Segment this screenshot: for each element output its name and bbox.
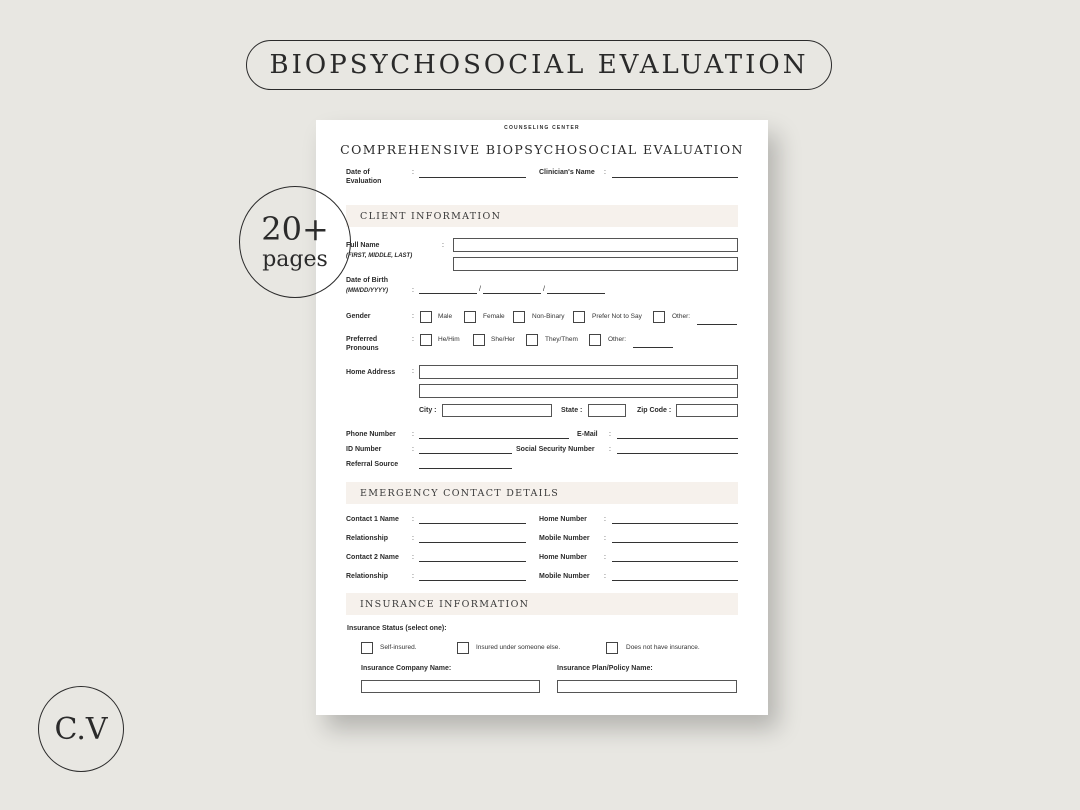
insurance-information-header bbox=[346, 593, 738, 615]
section-heading: INSURANCE INFORMATION bbox=[360, 599, 530, 610]
referral-source-field[interactable] bbox=[419, 468, 512, 469]
section-heading: EMERGENCY CONTACT DETAILS bbox=[360, 488, 560, 499]
dob-month-field[interactable] bbox=[419, 293, 477, 294]
relationship-label: Relationship bbox=[346, 535, 389, 542]
date-of-evaluation-field[interactable] bbox=[419, 177, 526, 178]
pronoun-they-checkbox[interactable] bbox=[526, 334, 538, 346]
gender-option-label: Male bbox=[438, 313, 453, 320]
home-address-label: Home Address bbox=[346, 369, 396, 376]
colon: : bbox=[412, 368, 414, 375]
gender-nonbinary-checkbox[interactable] bbox=[513, 311, 525, 323]
insurance-plan-input[interactable] bbox=[557, 680, 737, 693]
email-label: E-Mail bbox=[577, 431, 598, 438]
colon: : bbox=[604, 554, 606, 561]
colon: : bbox=[412, 287, 414, 294]
colon: : bbox=[609, 431, 611, 438]
colon: : bbox=[604, 169, 606, 176]
colon: : bbox=[412, 313, 414, 320]
contact-1-name-label: Contact 1 Name bbox=[346, 516, 399, 523]
colon: : bbox=[412, 554, 414, 561]
gender-prefer-not-checkbox[interactable] bbox=[573, 311, 585, 323]
insurance-option-label: Self-insured. bbox=[380, 644, 417, 651]
pronouns-label: Preferred Pronouns bbox=[346, 336, 379, 352]
city-input[interactable] bbox=[442, 404, 552, 417]
contact-2-mobile-number-field[interactable] bbox=[612, 580, 738, 581]
dob-day-field[interactable] bbox=[483, 293, 541, 294]
pronoun-other-checkbox[interactable] bbox=[589, 334, 601, 346]
colon: : bbox=[604, 573, 606, 580]
client-information-header bbox=[346, 205, 738, 227]
relationship-label: Relationship bbox=[346, 573, 389, 580]
slash: / bbox=[543, 286, 545, 293]
phone-number-label: Phone Number bbox=[346, 431, 396, 438]
referral-source-label: Referral Source bbox=[346, 461, 399, 468]
contact-1-relationship-field[interactable] bbox=[419, 542, 526, 543]
organization-name: COUNSELING CENTER bbox=[504, 125, 580, 131]
gender-other-checkbox[interactable] bbox=[653, 311, 665, 323]
clinician-name-label: Clinician's Name bbox=[539, 169, 595, 176]
insurance-option-label: Does not have insurance. bbox=[626, 644, 700, 651]
colon: : bbox=[442, 242, 444, 249]
gender-other-field[interactable] bbox=[697, 324, 737, 325]
id-number-field[interactable] bbox=[419, 453, 512, 454]
no-insurance-checkbox[interactable] bbox=[606, 642, 618, 654]
pronoun-option-label: They/Them bbox=[545, 336, 578, 343]
brand-logo: C.V bbox=[38, 686, 124, 772]
full-name-sublabel: (FIRST, MIDDLE, LAST) bbox=[346, 253, 413, 259]
full-name-input-2[interactable] bbox=[453, 257, 738, 271]
mobile-number-label: Mobile Number bbox=[539, 573, 590, 580]
colon: : bbox=[604, 516, 606, 523]
contact-1-name-field[interactable] bbox=[419, 523, 526, 524]
contact-2-relationship-field[interactable] bbox=[419, 580, 526, 581]
full-name-input-1[interactable] bbox=[453, 238, 738, 252]
colon: : bbox=[412, 169, 414, 176]
gender-male-checkbox[interactable] bbox=[420, 311, 432, 323]
insurance-company-label: Insurance Company Name: bbox=[361, 665, 452, 672]
colon: : bbox=[412, 431, 414, 438]
gender-option-label: Other: bbox=[672, 313, 691, 320]
home-address-input-2[interactable] bbox=[419, 384, 738, 398]
form-title: COMPREHENSIVE BIOPSYCHOSOCIAL EVALUATION bbox=[340, 142, 744, 157]
colon: : bbox=[412, 336, 414, 343]
self-insured-checkbox[interactable] bbox=[361, 642, 373, 654]
date-of-evaluation-label: Date of Evaluation bbox=[346, 169, 382, 185]
colon: : bbox=[412, 516, 414, 523]
mobile-number-label: Mobile Number bbox=[539, 535, 590, 542]
insurance-option-label: Insured under someone else. bbox=[476, 644, 561, 651]
contact-2-name-field[interactable] bbox=[419, 561, 526, 562]
colon: : bbox=[412, 535, 414, 542]
gender-option-label: Prefer Not to Say bbox=[592, 313, 642, 320]
pronoun-option-label: He/Him bbox=[438, 336, 460, 343]
gender-female-checkbox[interactable] bbox=[464, 311, 476, 323]
date-of-birth-sublabel: (MM/DD/YYYY) bbox=[346, 288, 388, 294]
home-number-label: Home Number bbox=[539, 554, 587, 561]
pronoun-she-checkbox[interactable] bbox=[473, 334, 485, 346]
pronoun-option-label: Other: bbox=[608, 336, 627, 343]
id-number-label: ID Number bbox=[346, 446, 382, 453]
insured-under-someone-checkbox[interactable] bbox=[457, 642, 469, 654]
section-heading: CLIENT INFORMATION bbox=[360, 211, 502, 222]
colon: : bbox=[412, 446, 414, 453]
gender-option-label: Female bbox=[483, 313, 505, 320]
pronoun-option-label: She/Her bbox=[491, 336, 515, 343]
zip-code-input[interactable] bbox=[676, 404, 738, 417]
page-count: 20+ bbox=[261, 210, 329, 248]
pronoun-other-field[interactable] bbox=[633, 347, 673, 348]
gender-option-label: Non-Binary bbox=[532, 313, 565, 320]
home-address-input-1[interactable] bbox=[419, 365, 738, 379]
phone-number-field[interactable] bbox=[419, 438, 569, 439]
gender-label: Gender bbox=[346, 313, 371, 320]
contact-1-home-number-field[interactable] bbox=[612, 523, 738, 524]
zip-code-label: Zip Code : bbox=[637, 407, 672, 414]
contact-1-mobile-number-field[interactable] bbox=[612, 542, 738, 543]
city-label: City : bbox=[419, 407, 437, 414]
email-field[interactable] bbox=[617, 438, 738, 439]
dob-year-field[interactable] bbox=[547, 293, 605, 294]
banner-title: BIOPSYCHOSOCIAL EVALUATION bbox=[246, 40, 832, 90]
colon: : bbox=[609, 446, 611, 453]
page-count-badge bbox=[239, 186, 351, 298]
insurance-plan-label: Insurance Plan/Policy Name: bbox=[557, 665, 653, 672]
date-of-birth-label: Date of Birth bbox=[346, 277, 388, 284]
slash: / bbox=[479, 286, 481, 293]
insurance-status-label: Insurance Status (select one): bbox=[347, 625, 447, 632]
page-count-label: pages bbox=[262, 247, 328, 272]
state-input[interactable] bbox=[588, 404, 626, 417]
emergency-contact-header bbox=[346, 482, 738, 504]
ssn-label: Social Security Number bbox=[516, 446, 595, 453]
form-sheet bbox=[316, 120, 768, 715]
home-number-label: Home Number bbox=[539, 516, 587, 523]
state-label: State : bbox=[561, 407, 583, 414]
contact-2-home-number-field[interactable] bbox=[612, 561, 738, 562]
clinician-name-field[interactable] bbox=[612, 177, 738, 178]
pronoun-he-checkbox[interactable] bbox=[420, 334, 432, 346]
colon: : bbox=[412, 573, 414, 580]
ssn-field[interactable] bbox=[617, 453, 738, 454]
full-name-label: Full Name bbox=[346, 242, 380, 249]
insurance-company-input[interactable] bbox=[361, 680, 540, 693]
colon: : bbox=[604, 535, 606, 542]
contact-2-name-label: Contact 2 Name bbox=[346, 554, 399, 561]
